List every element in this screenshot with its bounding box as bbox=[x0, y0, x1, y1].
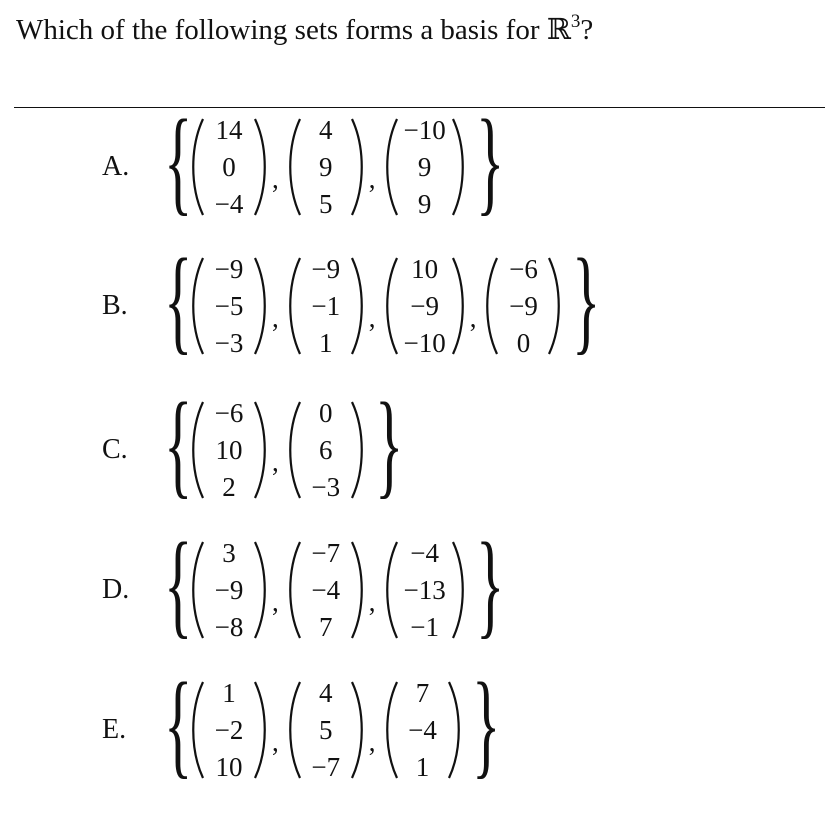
vector-entries bbox=[400, 675, 446, 786]
column-vector bbox=[482, 251, 564, 362]
vector-entry: −5 bbox=[214, 290, 244, 321]
vector-entry: −4 bbox=[311, 574, 341, 605]
separator-comma: , bbox=[272, 586, 279, 617]
vector-set bbox=[156, 234, 601, 365]
left-brace: { bbox=[164, 378, 193, 509]
right-paren bbox=[450, 256, 468, 356]
vector-entry: −4 bbox=[410, 537, 439, 568]
option-label: A. bbox=[102, 151, 130, 182]
vector-entry: −10 bbox=[403, 114, 446, 145]
vector-entry: 7 bbox=[319, 611, 333, 642]
right-brace: } bbox=[471, 658, 500, 789]
vector-entry: −6 bbox=[214, 397, 244, 428]
vector-entry: 5 bbox=[319, 714, 333, 745]
vector-entry: 7 bbox=[415, 677, 430, 708]
right-paren bbox=[252, 540, 270, 640]
left-paren bbox=[285, 400, 303, 500]
vector-entries bbox=[400, 112, 450, 223]
vector-entry: −1 bbox=[311, 290, 341, 321]
vector-entry: −6 bbox=[509, 253, 538, 284]
option-d[interactable] bbox=[102, 518, 505, 649]
separator-comma: , bbox=[272, 163, 279, 194]
vector-entries bbox=[303, 395, 349, 506]
vector-entry: −2 bbox=[214, 714, 244, 745]
vector-entry: 3 bbox=[222, 537, 236, 568]
right-paren bbox=[546, 256, 564, 356]
left-brace: { bbox=[164, 234, 193, 365]
separator-comma: , bbox=[272, 302, 279, 333]
separator-comma: , bbox=[272, 726, 279, 757]
field-exponent: 3 bbox=[570, 11, 581, 32]
column-vector bbox=[188, 112, 270, 223]
vector-entries bbox=[303, 535, 349, 646]
vector-entry: −8 bbox=[214, 611, 244, 642]
vector-entries bbox=[206, 675, 252, 786]
left-brace: { bbox=[164, 658, 193, 789]
vector-entry: −3 bbox=[311, 471, 341, 502]
right-paren bbox=[252, 117, 270, 217]
vector-entry: −9 bbox=[509, 290, 538, 321]
left-paren bbox=[482, 256, 500, 356]
vector-entries bbox=[206, 395, 252, 506]
column-vector bbox=[382, 112, 468, 223]
vector-entry: −13 bbox=[403, 574, 446, 605]
option-label: D. bbox=[102, 574, 130, 605]
vector-entry: 9 bbox=[417, 188, 432, 219]
column-vector bbox=[285, 112, 367, 223]
column-vector bbox=[188, 675, 270, 786]
column-vector bbox=[188, 395, 270, 506]
right-paren bbox=[349, 680, 367, 780]
vector-entry: 9 bbox=[417, 151, 432, 182]
right-paren bbox=[252, 400, 270, 500]
left-brace: { bbox=[164, 95, 193, 226]
vector-set bbox=[156, 378, 404, 509]
left-paren bbox=[382, 540, 400, 640]
question-text bbox=[16, 12, 593, 47]
left-paren bbox=[285, 117, 303, 217]
vector-entry: 0 bbox=[516, 327, 531, 358]
left-paren bbox=[285, 540, 303, 640]
right-paren bbox=[450, 540, 468, 640]
separator-comma: , bbox=[272, 446, 279, 477]
option-b[interactable] bbox=[102, 234, 601, 365]
option-label: C. bbox=[102, 434, 128, 465]
option-a[interactable] bbox=[102, 95, 505, 226]
column-vector bbox=[285, 535, 367, 646]
left-brace: { bbox=[164, 518, 193, 649]
right-paren bbox=[450, 117, 468, 217]
vector-entries bbox=[206, 251, 252, 362]
column-vector bbox=[382, 251, 468, 362]
right-paren bbox=[349, 400, 367, 500]
column-vector bbox=[188, 251, 270, 362]
right-brace: } bbox=[475, 518, 505, 649]
option-e[interactable] bbox=[102, 658, 500, 789]
vector-entries bbox=[400, 251, 450, 362]
option-c[interactable] bbox=[102, 378, 404, 509]
vector-entries bbox=[303, 112, 349, 223]
question-suffix: ? bbox=[580, 14, 594, 46]
column-vector bbox=[188, 535, 270, 646]
vector-set bbox=[156, 518, 505, 649]
vector-entry: −9 bbox=[410, 290, 439, 321]
vector-entry: −9 bbox=[214, 574, 244, 605]
separator-comma: , bbox=[368, 726, 376, 757]
left-paren bbox=[382, 256, 400, 356]
vector-entries bbox=[206, 112, 252, 223]
right-paren bbox=[446, 680, 464, 780]
vector-entry: 10 bbox=[215, 751, 243, 782]
vector-entries bbox=[400, 535, 450, 646]
vector-entries bbox=[206, 535, 252, 646]
vector-entry: 10 bbox=[215, 434, 243, 465]
column-vector bbox=[285, 675, 367, 786]
right-paren bbox=[252, 680, 270, 780]
separator-comma: , bbox=[368, 586, 376, 617]
column-vector bbox=[382, 535, 468, 646]
vector-entry: −10 bbox=[403, 327, 446, 358]
left-paren bbox=[382, 117, 400, 217]
left-paren bbox=[382, 680, 400, 780]
vector-set bbox=[156, 95, 505, 226]
left-paren bbox=[285, 680, 303, 780]
vector-entry: −1 bbox=[410, 611, 439, 642]
vector-entry: 4 bbox=[319, 677, 333, 708]
vector-entry: −9 bbox=[311, 253, 341, 284]
right-brace: } bbox=[572, 234, 601, 365]
vector-entry: 14 bbox=[215, 114, 243, 145]
vector-entries bbox=[303, 251, 349, 362]
vector-entry: 1 bbox=[222, 677, 236, 708]
separator-comma: , bbox=[368, 163, 376, 194]
left-paren bbox=[285, 256, 303, 356]
vector-entry: −7 bbox=[311, 537, 341, 568]
vector-entry: −7 bbox=[311, 751, 341, 782]
vector-entry: 10 bbox=[411, 253, 439, 284]
vector-set bbox=[156, 658, 500, 789]
vector-entry: −9 bbox=[214, 253, 244, 284]
right-brace: } bbox=[475, 95, 505, 226]
right-paren bbox=[349, 117, 367, 217]
vector-entries bbox=[303, 675, 349, 786]
vector-entry: 2 bbox=[222, 471, 236, 502]
vector-entry: −4 bbox=[214, 188, 244, 219]
vector-entry: 6 bbox=[319, 434, 333, 465]
option-label: E. bbox=[102, 714, 127, 745]
column-vector bbox=[382, 675, 464, 786]
vector-entry: 9 bbox=[319, 151, 333, 182]
question-prefix: Which of the following sets forms a basis for bbox=[16, 14, 547, 46]
separator-comma: , bbox=[368, 302, 376, 333]
vector-entry: −3 bbox=[214, 327, 244, 358]
separator-comma: , bbox=[469, 302, 477, 333]
vector-entries bbox=[500, 251, 546, 362]
vector-entry: 1 bbox=[319, 327, 333, 358]
right-brace: } bbox=[374, 378, 404, 509]
vector-entry: 0 bbox=[319, 397, 333, 428]
column-vector bbox=[285, 395, 367, 506]
right-paren bbox=[349, 256, 367, 356]
right-paren bbox=[349, 540, 367, 640]
vector-entry: 0 bbox=[222, 151, 236, 182]
field-symbol: ℝ bbox=[546, 14, 571, 46]
option-label: B. bbox=[102, 290, 128, 321]
vector-entry: 4 bbox=[319, 114, 333, 145]
right-paren bbox=[252, 256, 270, 356]
vector-entry: 1 bbox=[415, 751, 430, 782]
column-vector bbox=[285, 251, 367, 362]
vector-entry: 5 bbox=[319, 188, 333, 219]
vector-entry: −4 bbox=[408, 714, 437, 745]
